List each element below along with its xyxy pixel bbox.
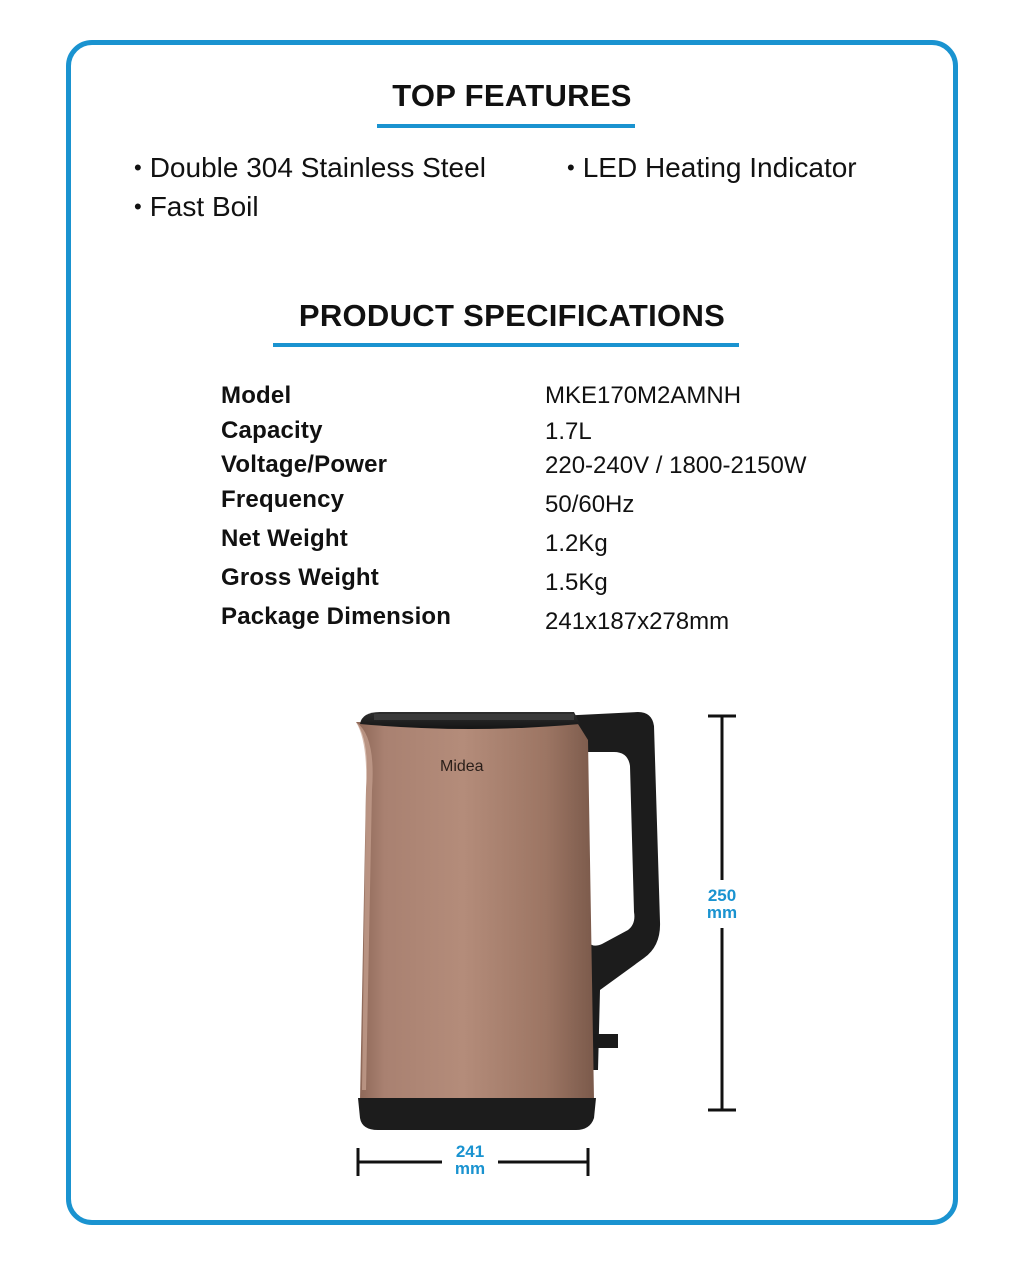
bullet-icon: •: [134, 155, 142, 180]
specifications-heading: PRODUCT SPECIFICATIONS: [298, 298, 726, 333]
spec-label-frequency: Frequency: [221, 486, 345, 513]
spec-value-model: MKE170M2AMNH: [545, 382, 742, 409]
kettle-base: [358, 1098, 596, 1130]
spec-value-frequency: 50/60Hz: [545, 491, 635, 518]
bullet-icon: •: [134, 194, 142, 219]
height-value: 250: [707, 886, 737, 905]
bullet-icon: •: [567, 155, 575, 180]
kettle-lid-rim: [374, 714, 574, 720]
spec-label-package-dimension: Package Dimension: [221, 603, 452, 630]
kettle-switch: [594, 1034, 618, 1048]
width-dimension-label: [446, 1143, 494, 1177]
width-unit: mm: [454, 1159, 486, 1178]
spec-value-net-weight: 1.2Kg: [545, 530, 608, 557]
height-dimension-label: [698, 887, 746, 921]
spec-value-capacity: 1.7L: [545, 418, 592, 445]
width-value: 241: [455, 1142, 485, 1161]
spec-label-capacity: Capacity: [221, 417, 323, 444]
brand-logo: Midea: [440, 758, 484, 775]
spec-value-gross-weight: 1.5Kg: [545, 569, 608, 596]
spec-value-voltage-power: 220-240V / 1800-2150W: [545, 452, 807, 479]
top-features-heading: TOP FEATURES: [392, 78, 632, 113]
feature-text: Fast Boil: [149, 191, 259, 222]
height-unit: mm: [706, 903, 738, 922]
spec-label-gross-weight: Gross Weight: [221, 564, 379, 591]
spec-label-net-weight: Net Weight: [221, 525, 348, 552]
feature-text: Double 304 Stainless Steel: [149, 152, 486, 183]
spec-label-model: Model: [221, 382, 292, 409]
feature-text: LED Heating Indicator: [582, 152, 857, 183]
spec-value-package-dimension: 241x187x278mm: [545, 608, 730, 635]
spec-label-voltage-power: Voltage/Power: [221, 451, 388, 478]
kettle-body: [356, 722, 594, 1100]
